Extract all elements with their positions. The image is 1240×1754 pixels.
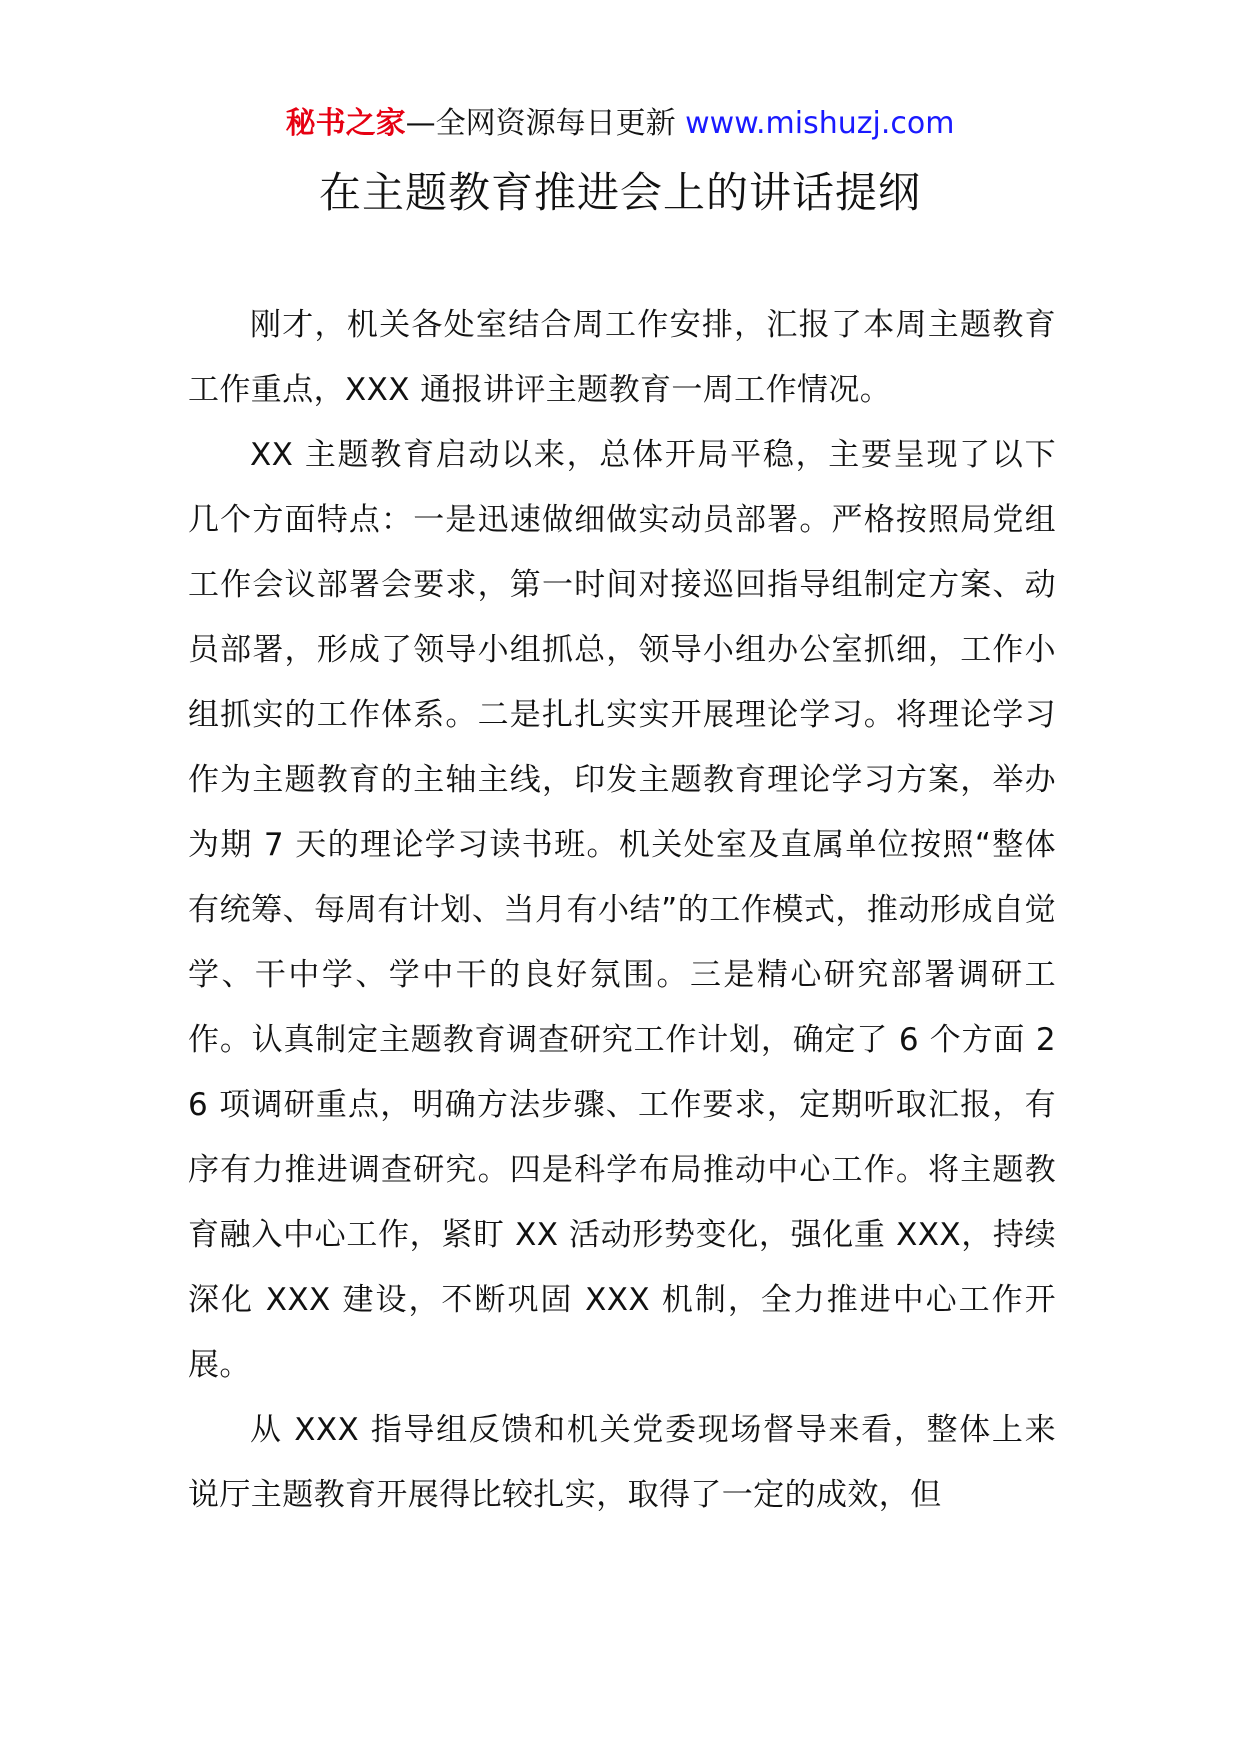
document-body <box>188 293 1056 1528</box>
document-title: 在主题教育推进会上的讲话提纲 <box>318 168 921 217</box>
paragraph-2: XX 主题教育启动以来，总体开局平稳，主要呈现了以下几个方面特点：一是迅速做细做实动员部署。严格按照局党组工作会议部署会要求，第一时间对接巡回指导组制定方案、动员部署，形成了领导小组抓总，领导小组办公室抓细，工作小组抓实的工作体系。二是扎扎实实开展理论学习。将理论学习作为主题教育的主轴主线，印发主题教育理论学习方案，举办为期 7 天的理论学习读书班。机关处室及直属单位按照“整体有统筹、每周有计划、当月有小结”的工作模式，推动形成自觉学、干中学、学中干的良好氛围。三是精心研究部署调研工作。认真制定主题教育调查研究工作计划，确定了 6 个方面 26 项调研重点，明确方法步骤、工作要求，定期听取汇报，有序有力推进调查研究。四是科学布局推动中心工作。将主题教育融入中心工作，紧盯 XX 活动形势变化，强化重 XXX，持续深化 XXX 建设，不断巩固 XXX 机制，全力推进中心工作开展。 <box>188 437 1056 1383</box>
paragraph-1: 刚才，机关各处室结合周工作安排，汇报了本周主题教育工作重点，XXX 通报讲评主题教育一周工作情况。 <box>188 307 1056 408</box>
brand-name: 秘书之家 <box>285 106 406 141</box>
site-url-link[interactable]: www.mishuzj.com <box>685 106 955 141</box>
site-header-banner <box>0 104 1240 144</box>
header-slogan: —全网资源每日更新 <box>405 106 686 141</box>
paragraph-3: 从 XXX 指导组反馈和机关党委现场督导来看，整体上来说厅主题教育开展得比较扎实，取得了一定的成效，但 <box>188 1412 1056 1513</box>
